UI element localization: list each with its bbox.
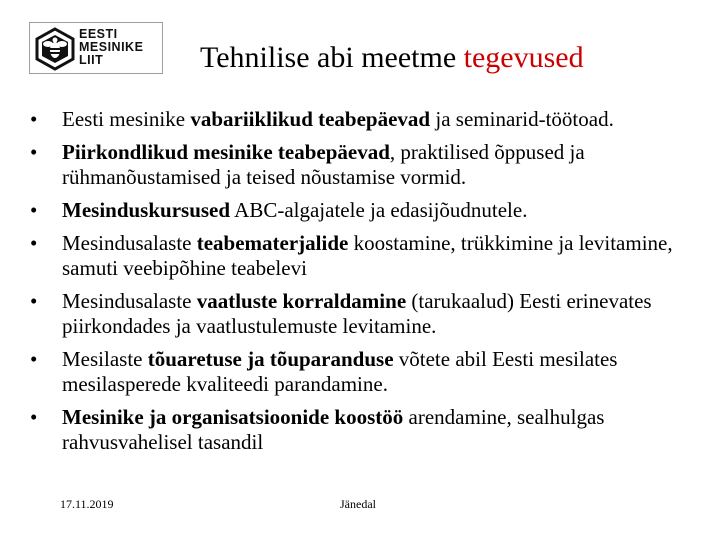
bullet-text: (tarukaalud) Eesti erinevates piirkondades ja vaatlustulemuste levitamine. <box>62 289 652 338</box>
logo-line-2: MESINIKE <box>79 40 144 54</box>
bullet-item <box>28 289 708 339</box>
bullet-text: Eesti mesinike <box>62 107 191 131</box>
bullet-list <box>28 107 708 463</box>
footer-date: 17.11.2019 <box>60 497 114 511</box>
footer-author: Jänedal <box>340 497 376 511</box>
bullet-emphasis: vaatluste korraldamine <box>196 289 407 313</box>
bullet-emphasis: tõuaretuse ja tõuparanduse <box>147 347 394 371</box>
title-accent: tegevused <box>463 41 584 74</box>
bullet-text: ABC-algajatele ja edasijõudnutele. <box>230 198 528 222</box>
logo-line-1: EESTI <box>79 27 118 41</box>
bullet-emphasis: Mesinike ja organisatsioonide koostöö <box>62 405 404 429</box>
bullet-emphasis: Piirkondlikud mesinike teabepäevad <box>62 140 390 164</box>
bullet-text: Mesindusalaste <box>62 289 197 313</box>
title-main: Tehnilise abi meetme <box>200 41 457 74</box>
bullet-item <box>28 140 708 190</box>
bullet-text: koostamine, trükkimine ja levitamine, samuti veebipõhine teabelevi <box>62 231 673 280</box>
eesti-mesinike-liit-logo <box>29 22 163 74</box>
bullet-item <box>28 198 708 223</box>
logo-line-3: LIIT <box>79 53 104 67</box>
bullet-item <box>28 231 708 281</box>
bullet-emphasis: vabariiklikud teabepäevad <box>190 107 431 131</box>
bee-emblem-icon <box>33 27 77 71</box>
bullet-text: , praktilised õppused ja rühmanõustamised ja teised nõustamise vormid. <box>62 140 585 189</box>
bullet-text: võtete abil Eesti mesilates mesilasperede kvaliteedi parandamine. <box>62 347 618 396</box>
bullet-text: Mesindusalaste <box>62 231 197 255</box>
logo-wordmark <box>79 28 143 67</box>
bullet-emphasis: teabematerjalide <box>196 231 349 255</box>
bullet-text: arendamine, sealhulgas rahvusvahelisel tasandil <box>62 405 605 454</box>
slide-title <box>200 40 584 76</box>
bullet-item <box>28 107 708 132</box>
bullet-item <box>28 347 708 397</box>
bullet-item <box>28 405 708 455</box>
bullet-text: ja seminarid-töötoad. <box>430 107 614 131</box>
bullet-text: Mesilaste <box>62 347 148 371</box>
bullet-emphasis: Mesinduskursused <box>62 198 231 222</box>
